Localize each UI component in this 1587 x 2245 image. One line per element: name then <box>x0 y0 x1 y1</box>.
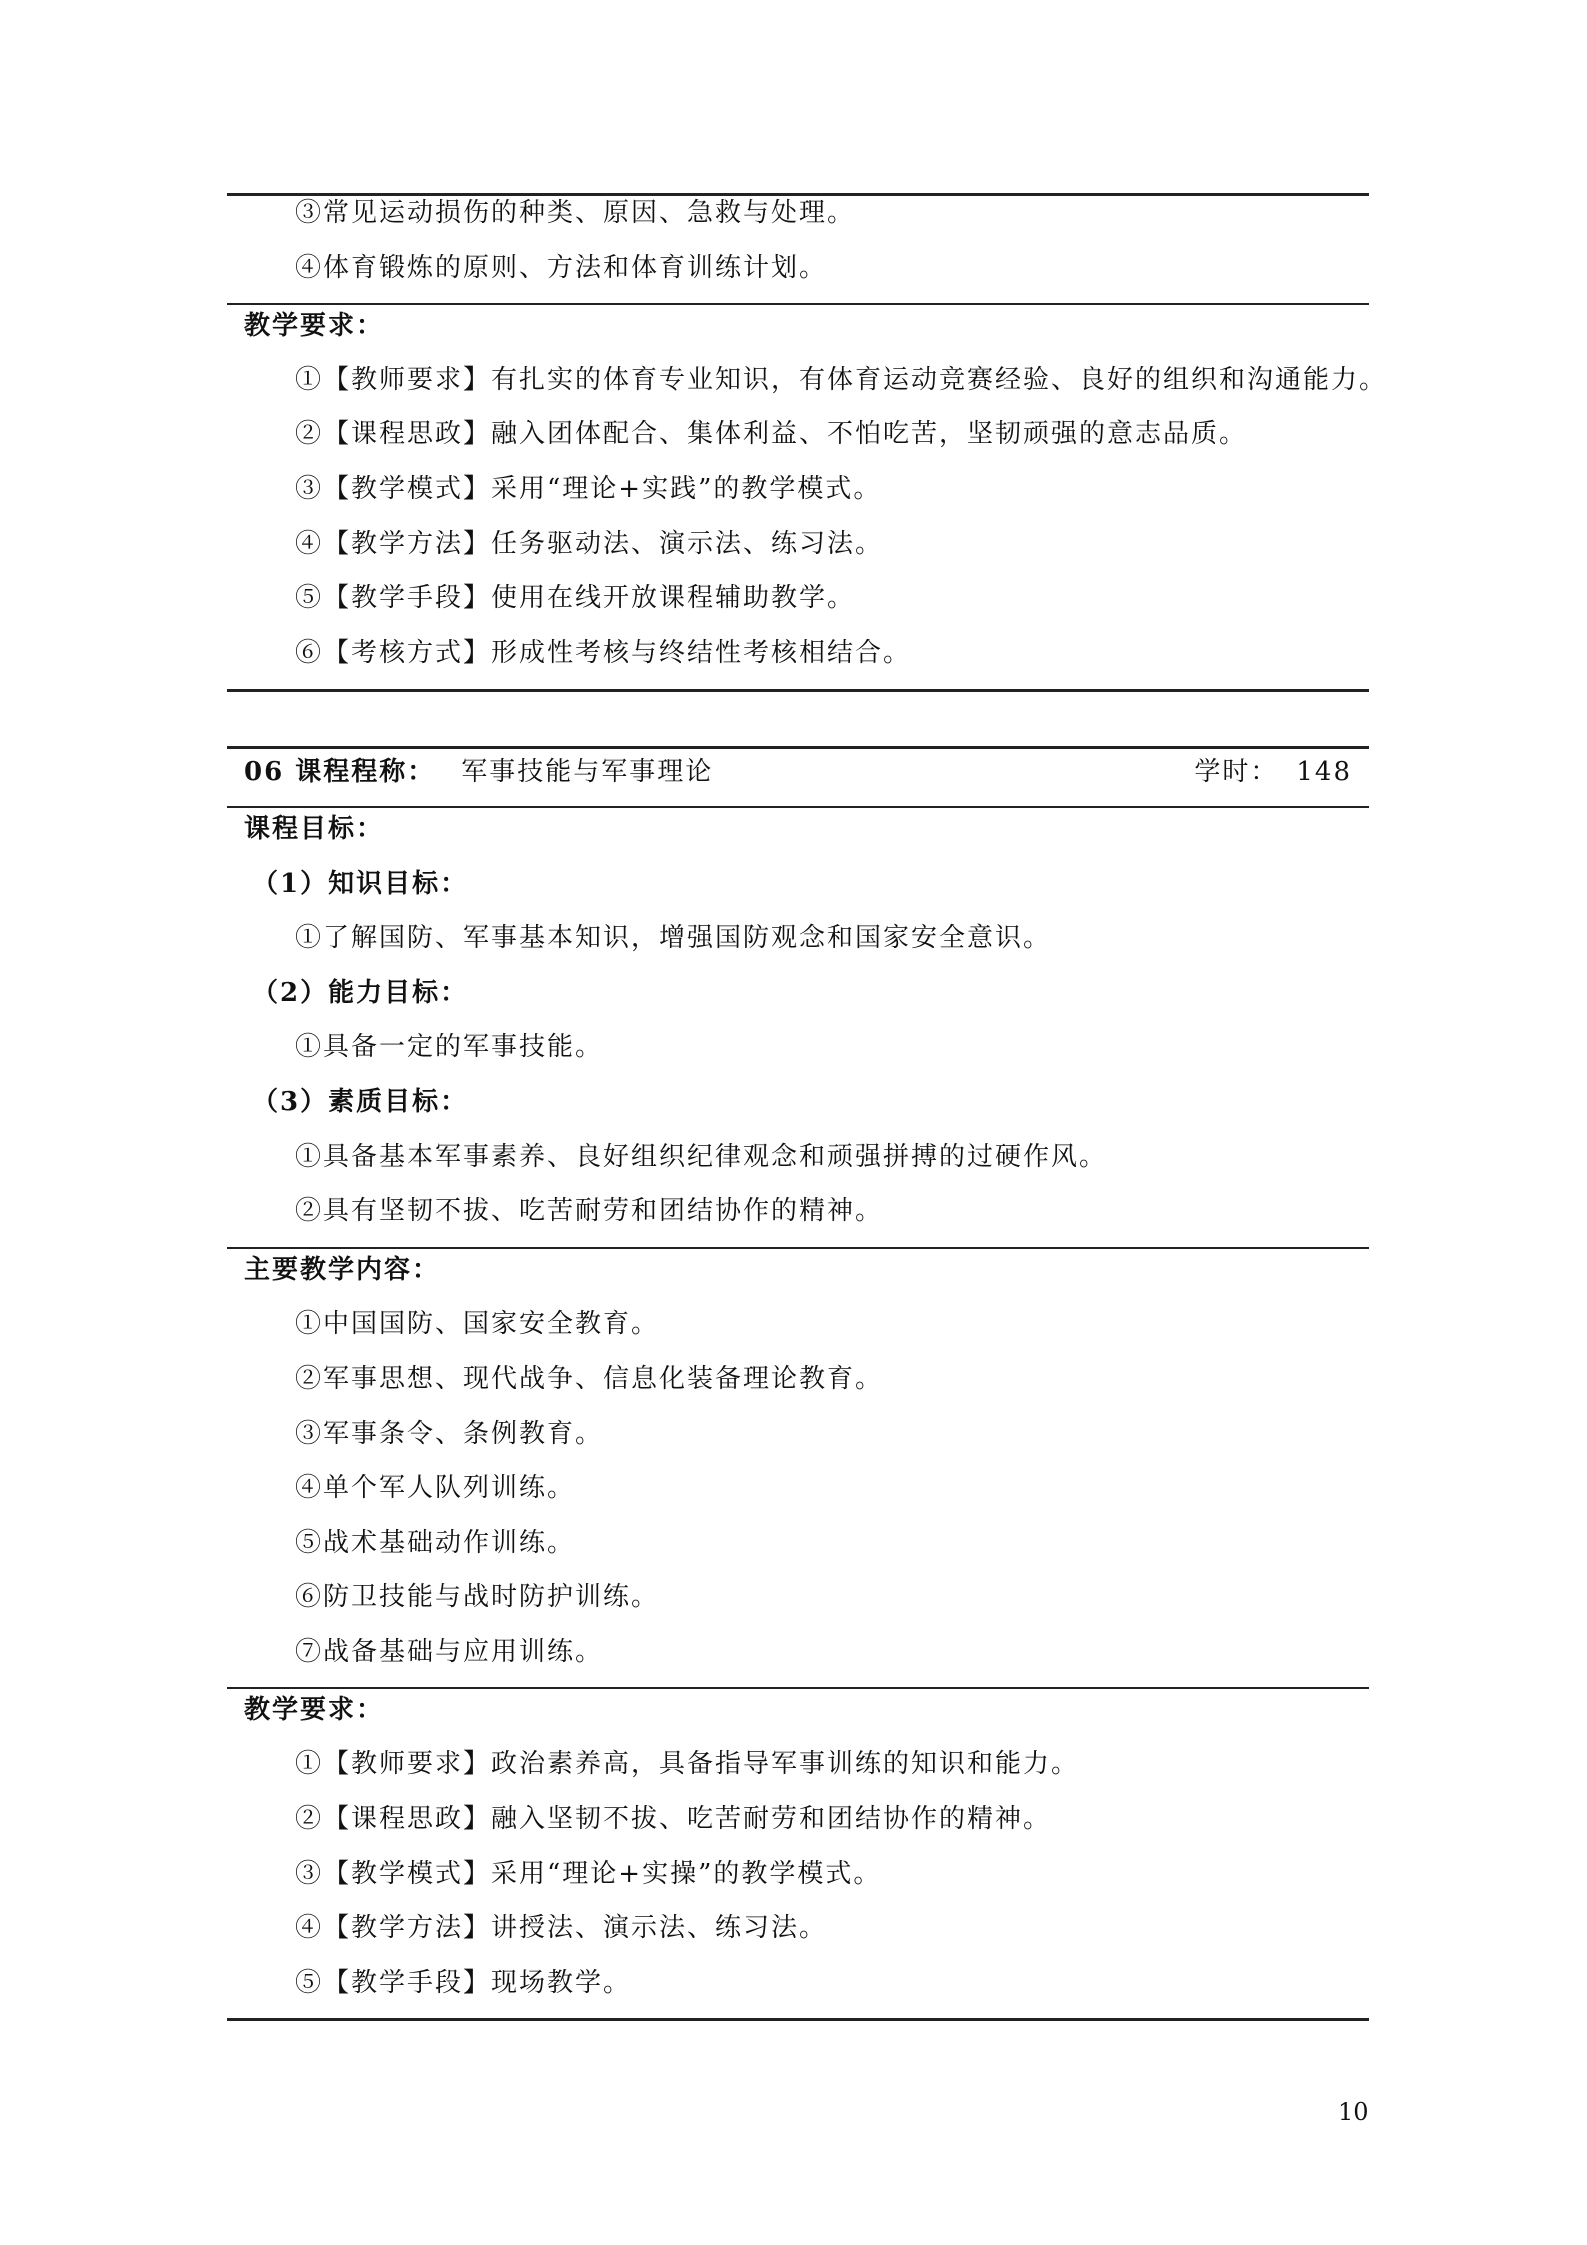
requirements-heading: 教学要求： <box>244 1695 385 1725</box>
knowledge-heading: （1）知识目标： <box>252 869 469 899</box>
section-bottom-rule <box>227 689 1369 692</box>
content-item: ⑦战备基础与应用训练。 <box>295 1637 604 1667</box>
course-name: 军事技能与军事理论 <box>461 757 714 787</box>
content-item: ③军事条令、条例教育。 <box>295 1419 604 1449</box>
content-item: ⑤战术基础动作训练。 <box>295 1528 576 1558</box>
requirement-item: ⑥【考核方式】形成性考核与终结性考核相结合。 <box>295 638 912 668</box>
knowledge-item: ①了解国防、军事基本知识，增强国防观念和国家安全意识。 <box>295 923 1052 953</box>
content-item: ⑥防卫技能与战时防护训练。 <box>295 1582 660 1612</box>
content-item: ③常见运动损伤的种类、原因、急救与处理。 <box>295 198 856 228</box>
quality-item: ①具备基本军事素养、良好组织纪律观念和顽强拼搏的过硬作风。 <box>295 1142 1108 1172</box>
quality-heading: （3）素质目标： <box>252 1087 469 1117</box>
content-heading: 主要教学内容： <box>244 1255 441 1285</box>
content-item: ④单个军人队列训练。 <box>295 1473 576 1503</box>
course-title-row <box>244 754 1352 790</box>
content-item: ①中国国防、国家安全教育。 <box>295 1309 660 1339</box>
ability-heading: （2）能力目标： <box>252 978 469 1008</box>
requirement-item: ②【课程思政】融入坚韧不拔、吃苦耐劳和团结协作的精神。 <box>295 1804 1052 1834</box>
requirement-item: ③【教学模式】采用“理论+实操”的教学模式。 <box>295 1859 882 1889</box>
content-item: ④体育锻炼的原则、方法和体育训练计划。 <box>295 253 828 283</box>
hours-label: 学时： <box>1194 757 1279 787</box>
objectives-heading: 课程目标： <box>244 814 385 844</box>
content-item: ②军事思想、现代战争、信息化装备理论教育。 <box>295 1364 884 1394</box>
course-name-label: 06 课程程称： <box>244 757 436 787</box>
section-divider <box>227 303 1369 305</box>
course-top-rule <box>227 746 1369 749</box>
quality-item: ②具有坚韧不拔、吃苦耐劳和团结协作的精神。 <box>295 1196 884 1226</box>
requirement-item: ①【教师要求】政治素养高，具备指导军事训练的知识和能力。 <box>295 1749 1080 1779</box>
section-divider <box>227 1247 1369 1249</box>
requirement-item: ⑤【教学手段】使用在线开放课程辅助教学。 <box>295 583 856 613</box>
requirement-item: ④【教学方法】讲授法、演示法、练习法。 <box>295 1913 828 1943</box>
ability-item: ①具备一定的军事技能。 <box>295 1032 604 1062</box>
requirement-item: ②【课程思政】融入团体配合、集体利益、不怕吃苦，坚韧顽强的意志品质。 <box>295 419 1248 449</box>
requirement-item: ①【教师要求】有扎实的体育专业知识，有体育运动竞赛经验、良好的组织和沟通能力。 <box>295 365 1388 395</box>
section-bottom-rule <box>227 2018 1369 2021</box>
requirement-item: ③【教学模式】采用“理论+实践”的教学模式。 <box>295 474 882 504</box>
page-number: 10 <box>1338 2098 1369 2126</box>
requirement-item: ⑤【教学手段】现场教学。 <box>295 1968 632 1998</box>
section-divider <box>227 806 1369 808</box>
hours-value: 148 <box>1296 757 1352 787</box>
requirement-item: ④【教学方法】任务驱动法、演示法、练习法。 <box>295 529 884 559</box>
section-divider <box>227 1687 1369 1689</box>
requirements-heading: 教学要求： <box>244 311 385 341</box>
